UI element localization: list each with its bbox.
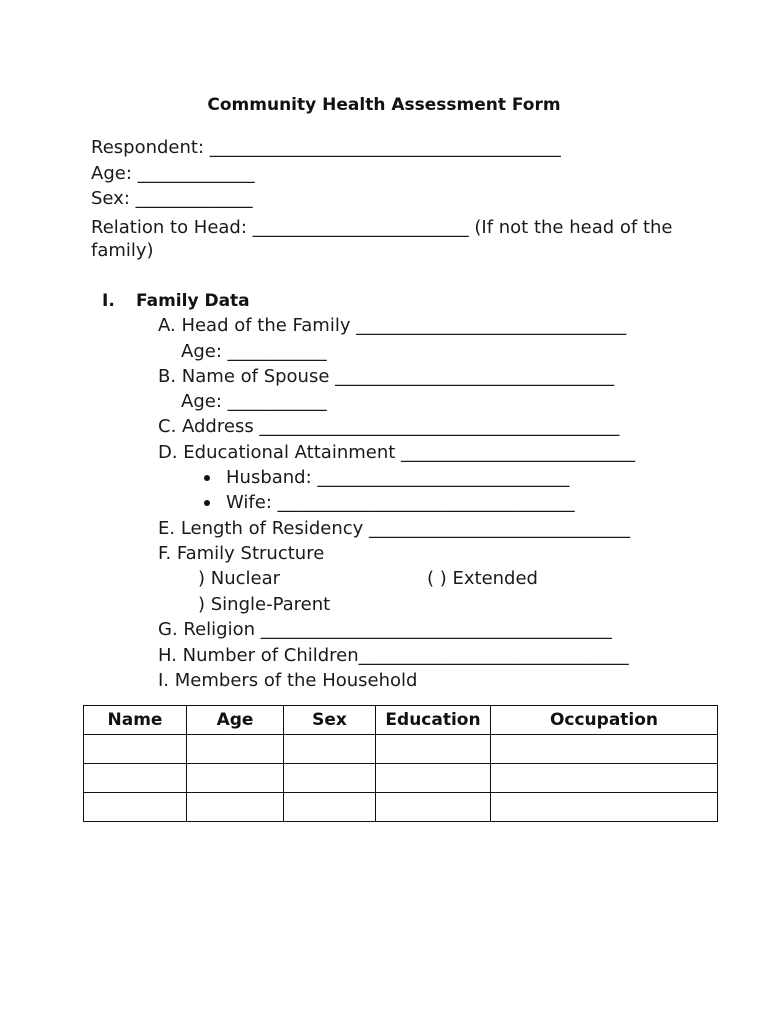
- extended-option: ( ) Extended: [427, 568, 538, 589]
- educational-attainment-line: D. Educational Attainment __________________________: [158, 442, 636, 463]
- head-of-family-age-line: Age: ___________: [181, 341, 327, 362]
- husband-education-line: Husband: ____________________________: [226, 467, 570, 488]
- respondent-line: Respondent: _______________________________________: [91, 137, 561, 158]
- page-title: Community Health Assessment Form: [207, 95, 561, 115]
- education-cell[interactable]: [376, 793, 491, 822]
- education-cell[interactable]: [376, 764, 491, 793]
- relation-to-head-line: Relation to Head: ________________________ (If not the head of the: [91, 217, 673, 238]
- number-of-children-line: H. Number of Children______________________________: [158, 645, 629, 666]
- table-row: [84, 735, 718, 764]
- column-header-occupation: Occupation: [491, 706, 718, 735]
- occupation-cell[interactable]: [491, 735, 718, 764]
- table-row: [84, 764, 718, 793]
- occupation-cell[interactable]: [491, 764, 718, 793]
- name-cell[interactable]: [84, 735, 187, 764]
- members-table: [83, 705, 718, 822]
- religion-line: G. Religion _______________________________________: [158, 619, 612, 640]
- relation-to-head-line-continued: family): [91, 240, 154, 261]
- column-header-sex: Sex: [284, 706, 376, 735]
- spouse-age-line: Age: ___________: [181, 391, 327, 412]
- column-header-age: Age: [187, 706, 284, 735]
- sex-cell[interactable]: [284, 764, 376, 793]
- wife-education-line: Wife: _________________________________: [226, 492, 575, 513]
- spouse-name-line: B. Name of Spouse _______________________________: [158, 366, 615, 387]
- table-row: [84, 793, 718, 822]
- column-header-name: Name: [84, 706, 187, 735]
- nuclear-option: ) Nuclear: [198, 568, 281, 589]
- table-header-row: [84, 706, 718, 735]
- sex-cell[interactable]: [284, 793, 376, 822]
- name-cell[interactable]: [84, 793, 187, 822]
- address-line: C. Address ________________________________________: [158, 416, 620, 437]
- age-line: Age: _____________: [91, 163, 255, 184]
- sex-line: Sex: _____________: [91, 188, 253, 209]
- education-cell[interactable]: [376, 735, 491, 764]
- age-cell[interactable]: [187, 793, 284, 822]
- age-cell[interactable]: [187, 764, 284, 793]
- length-of-residency-line: E. Length of Residency _____________________________: [158, 518, 631, 539]
- name-cell[interactable]: [84, 764, 187, 793]
- sex-cell[interactable]: [284, 735, 376, 764]
- column-header-education: Education: [376, 706, 491, 735]
- single-parent-option: ) Single-Parent: [198, 594, 331, 615]
- occupation-cell[interactable]: [491, 793, 718, 822]
- section-numeral: I.: [102, 291, 115, 311]
- members-of-household-label: I. Members of the Household: [158, 670, 418, 691]
- head-of-family-line: A. Head of the Family ______________________________: [158, 315, 627, 336]
- family-structure-label: F. Family Structure: [158, 543, 325, 564]
- section-heading: Family Data: [136, 291, 250, 311]
- age-cell[interactable]: [187, 735, 284, 764]
